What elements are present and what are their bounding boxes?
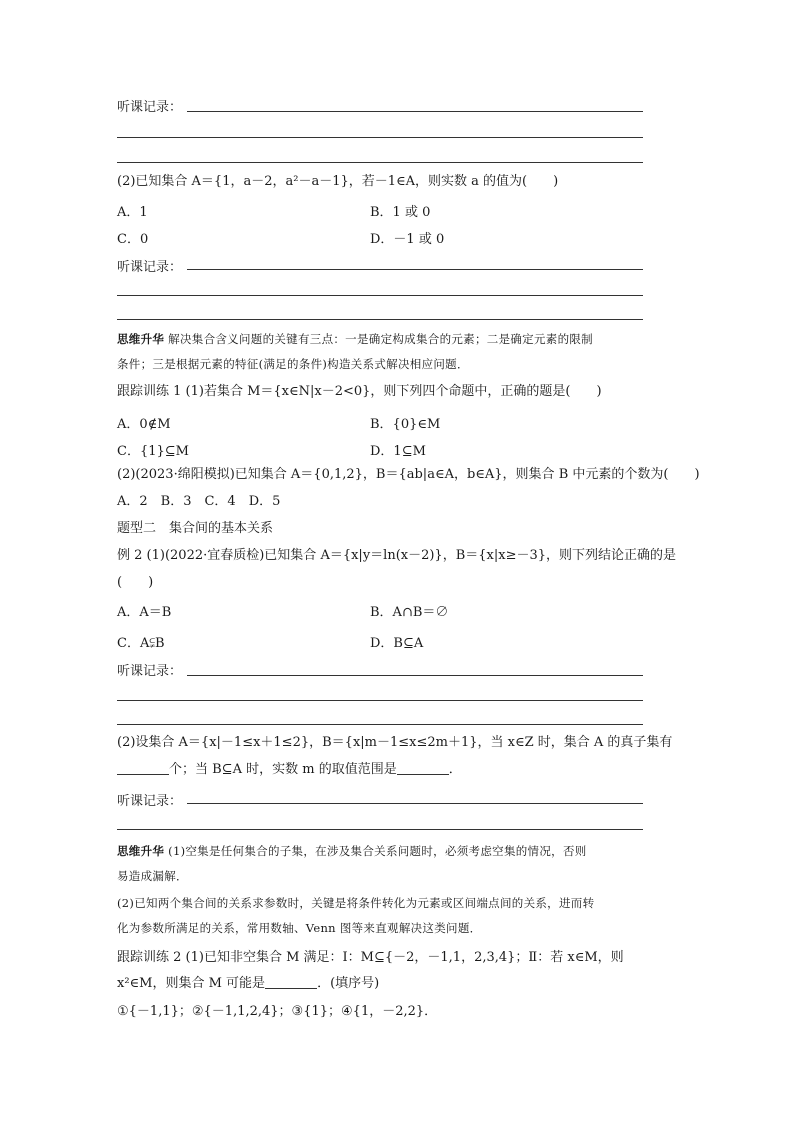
- summary-line: 思维升华 解决集合含义问题的关键有三点：一是确定构成集合的元素；二是确定元素的限制: [117, 332, 593, 346]
- note-line[interactable]: [117, 319, 643, 320]
- note-line[interactable]: [117, 829, 643, 830]
- section-title: 题型二 集合间的基本关系: [117, 521, 274, 536]
- note-label: 听课记录：: [117, 260, 183, 275]
- train-stem: 跟踪训练 2 (1)已知非空集合 M 满足：Ⅰ：M⊆{－2，－1,1，2,3,4}；Ⅱ：若 x∈M，则: [117, 950, 624, 965]
- summary-title: 思维升华: [117, 844, 165, 858]
- train-stem: 跟踪训练 1 (1)若集合 M＝{x∈N|x－2<0}，则下列四个命题中，正确的题是( ): [117, 384, 602, 399]
- option-d: D．1⊆M: [370, 444, 426, 459]
- note-label: 听课记录：: [117, 664, 183, 679]
- example-stem: 例 2 (1)(2022·宜春质检)已知集合 A＝{x|y＝ln(x－2)}，B＝{x|x≥－3}，则下列结论正确的是: [117, 548, 677, 563]
- question-stem: (2)已知集合 A＝{1，a－2，a²－a－1}，若－1∈A，则实数 a 的值为( ): [117, 174, 559, 189]
- option-c: C．0: [117, 232, 149, 247]
- summary-line: 易造成漏解．: [117, 869, 188, 883]
- option-d: D．B⊆A: [370, 636, 424, 651]
- option-a: A．A＝B: [117, 605, 172, 620]
- note-label: 听课记录：: [117, 100, 183, 115]
- question-stem: (2)设集合 A＝{x|－1≤x＋1≤2}，B＝{x|m－1≤x≤2m＋1}，当 x∈Z 时，集合 A 的真子集有: [117, 735, 673, 750]
- summary-title: 思维升华: [117, 332, 165, 346]
- note-line[interactable]: [117, 724, 643, 725]
- note-line[interactable]: [117, 137, 643, 138]
- choice-list: ①{－1,1}；②{－1,1,2,4}；③{1}；④{1，－2,2}．: [117, 1004, 438, 1019]
- option-b: B．A∩B＝∅: [370, 605, 449, 620]
- note-line[interactable]: [187, 111, 643, 112]
- note-line[interactable]: [187, 803, 643, 804]
- note-line[interactable]: [117, 295, 643, 296]
- summary-line: 条件；三是根据元素的特征(满足的条件)构造关系式解决相应问题．: [117, 357, 469, 371]
- option-c: C．A⫋B: [117, 636, 165, 651]
- answer-blank[interactable]: [117, 762, 169, 775]
- note-line[interactable]: [187, 269, 643, 270]
- option-b: B．{0}∈M: [370, 417, 441, 432]
- option-c: C．{1}⊆M: [117, 444, 189, 459]
- summary-line: 化为参数所满足的关系，常用数轴、Venn 图等来直观解决这类问题．: [117, 921, 482, 935]
- note-label: 听课记录：: [117, 794, 183, 809]
- train-question-2: (2)(2023·绵阳模拟)已知集合 A＝{0,1,2}，B＝{ab|a∈A，b∈A}，则集合 B 中元素的个数为( ): [117, 467, 700, 482]
- answer-paren: ( ): [117, 575, 154, 590]
- option-a: A．0∉M: [117, 417, 171, 432]
- train-options: A．2 B．3 C．4 D．5: [117, 494, 281, 509]
- question-stem-line2: 个；当 B⊆A 时，实数 m 的取值范围是 ．: [117, 762, 462, 778]
- train-stem-line2: x²∈M，则集合 M 可能是 ．(填序号): [117, 976, 380, 991]
- answer-blank[interactable]: [265, 976, 317, 989]
- note-line[interactable]: [187, 675, 643, 676]
- note-line[interactable]: [117, 162, 643, 163]
- summary-line: 思维升华 (1)空集是任何集合的子集，在涉及集合关系问题时，必须考虑空集的情况，否则: [117, 844, 587, 858]
- answer-blank[interactable]: [397, 762, 449, 775]
- option-b: B．1 或 0: [370, 205, 431, 220]
- option-d: D．－1 或 0: [370, 232, 445, 247]
- summary-line: (2)已知两个集合间的关系求参数时，关键是将条件转化为元素或区间端点间的关系，进而转: [117, 896, 595, 910]
- note-line[interactable]: [117, 700, 643, 701]
- option-a: A．1: [117, 205, 148, 220]
